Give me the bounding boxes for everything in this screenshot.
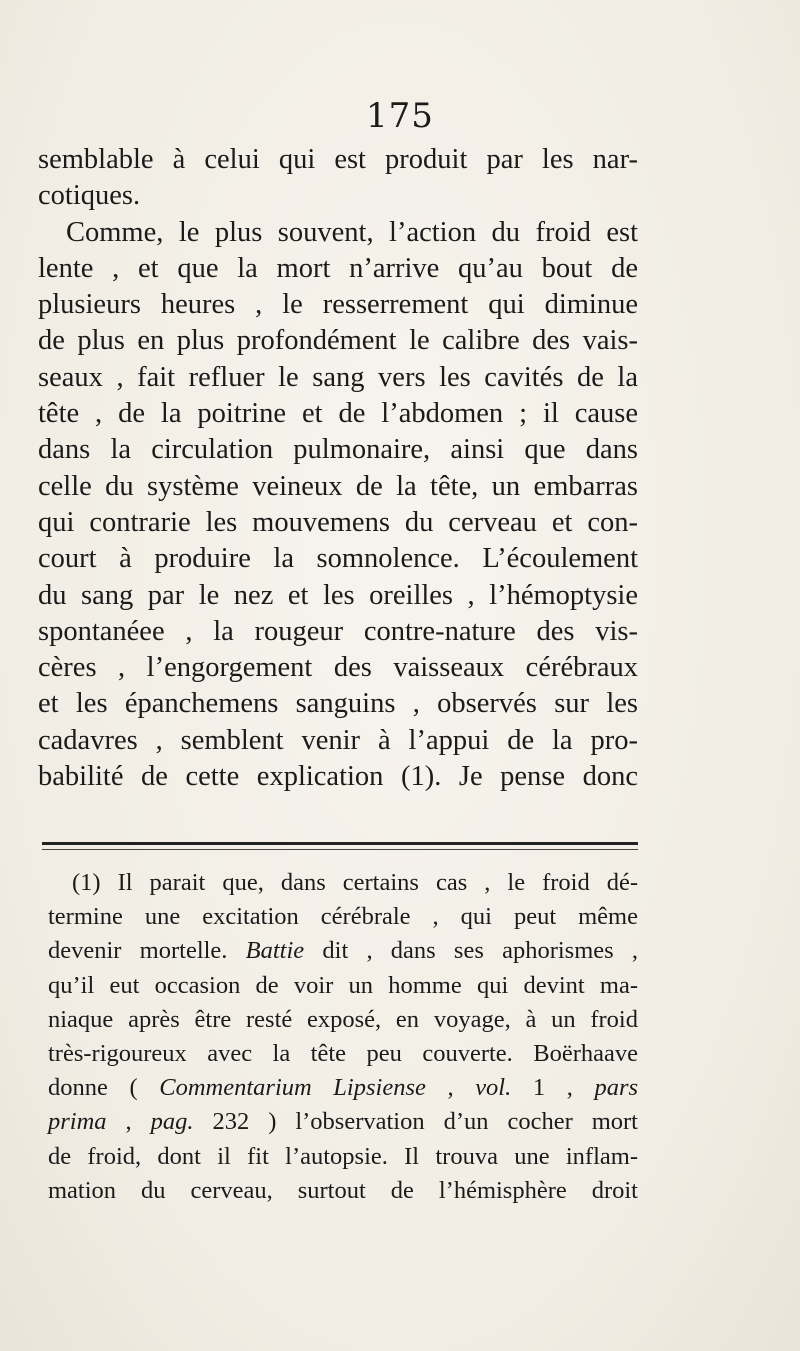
text-line: du sang par le nez et les oreilles , l’hémoptysie: [38, 579, 638, 611]
text-line: babilité de cette explication (1). Je pense donc: [38, 761, 638, 793]
footnote-segment: devenir mortelle.: [48, 937, 246, 965]
text-line: dans la circulation pulmonaire, ainsi que dans: [38, 434, 638, 466]
footnote-line: mation du cerveau, surtout de l’hémisphère droit: [48, 1176, 638, 1204]
citation-title: Commentarium Lipsiense: [159, 1074, 426, 1102]
footnote-line: termine une excitation cérébrale , qui peut même: [48, 903, 638, 931]
footnote-divider: [42, 842, 638, 845]
footnote-segment: dit , dans ses aphorismes ,: [304, 937, 638, 965]
footnote: [48, 866, 638, 1208]
footnote-line: qu’il eut occasion de voir un homme qui devint ma-: [48, 971, 638, 999]
text-line: de plus en plus profondément le calibre des vais-: [38, 325, 638, 357]
footnote-segment: donne (: [48, 1074, 160, 1102]
footnote-segment: ,: [106, 1108, 151, 1136]
footnote-divider-thin: [42, 849, 638, 850]
citation-page-label: pag.: [150, 1108, 194, 1136]
text-line: Comme, le plus souvent, l’action du froid est: [66, 216, 638, 248]
footnote-line: [48, 934, 638, 968]
citation-volume-label: vol.: [475, 1074, 512, 1102]
main-text: [38, 142, 638, 795]
footnote-line: de froid, dont il fit l’autopsie. Il trouva une inflam-: [48, 1142, 638, 1170]
text-line: cadavres , semblent venir à l’appui de la pro-: [38, 724, 638, 756]
text-line: court à produire la somnolence. L’écoulement: [38, 543, 638, 575]
page-number: 175: [366, 96, 434, 136]
footnote-segment: 232 ) l’observation d’un cocher mort: [193, 1108, 638, 1136]
text-line: et les épanchemens sanguins , observés sur les: [38, 688, 638, 720]
citation-part-value: prima: [48, 1108, 107, 1136]
text-line: celle du système veineux de la tête, un embarras: [38, 470, 638, 502]
author-name-battie: Battie: [245, 937, 305, 965]
text-line: lente , et que la mort n’arrive qu’au bout de: [38, 252, 638, 284]
text-line: cères , l’engorgement des vaisseaux cérébraux: [38, 652, 638, 684]
text-line: tête , de la poitrine et de l’abdomen ; il cause: [38, 398, 638, 430]
footnote-line: très-rigoureux avec la tête peu couverte. Boërhaave: [48, 1039, 638, 1067]
footnote-line: [48, 1071, 638, 1105]
footnote-line: (1) Il parait que, dans certains cas , le froid dé-: [72, 869, 638, 896]
text-line: qui contrarie les mouvemens du cerveau et con-: [38, 506, 638, 538]
text-line: plusieurs heures , le resserrement qui diminue: [38, 289, 638, 321]
citation-part-label: pars: [594, 1074, 639, 1102]
footnote-segment: 1 ,: [511, 1074, 595, 1102]
text-line: cotiques.: [38, 180, 141, 212]
footnote-line: [48, 1105, 638, 1139]
footnote-segment: ,: [425, 1074, 476, 1102]
footnote-line: niaque après être resté exposé, en voyage, à un froid: [48, 1005, 638, 1033]
text-line: seaux , fait refluer le sang vers les cavités de la: [38, 361, 638, 393]
text-line: semblable à celui qui est produit par les nar-: [38, 144, 638, 175]
text-line: spontanéee , la rougeur contre-nature des vis-: [38, 615, 638, 647]
